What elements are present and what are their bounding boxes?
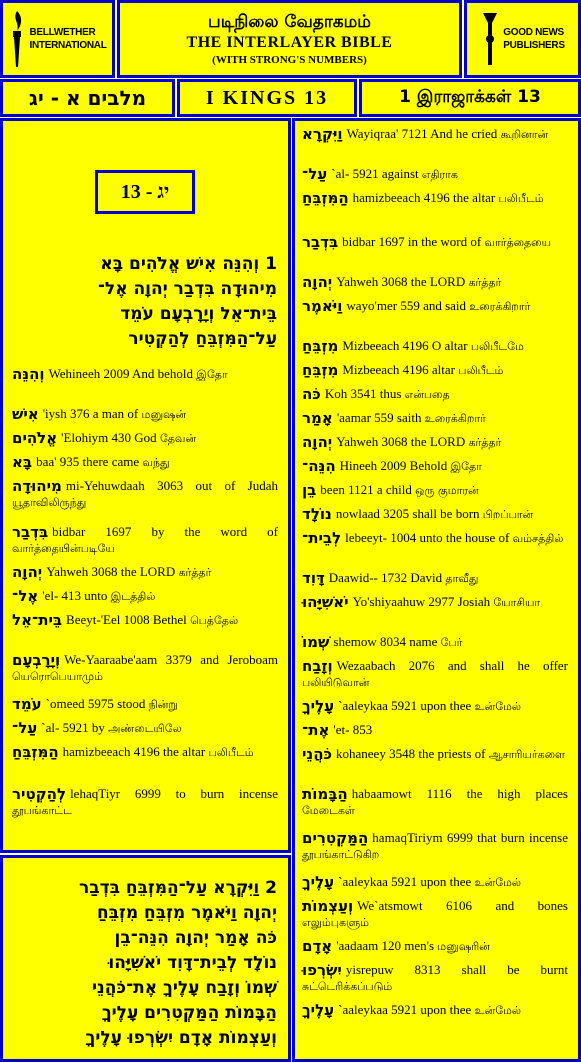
- hebrew-word: אִישׁ: [12, 405, 39, 423]
- tamil-gloss: கர்த்தர்: [468, 276, 502, 289]
- gloss-entry: [12, 652, 278, 685]
- tamil-gloss: கூறினான்: [500, 128, 549, 141]
- hebrew-word: בֵּית־אֵל: [12, 611, 63, 629]
- tamil-gloss: சுட்டெரிக்கப்படும்: [302, 980, 393, 993]
- english-gloss: shemow 8034 name: [333, 634, 441, 649]
- hebrew-word: עַל־: [302, 165, 328, 183]
- english-gloss: Mizbeeach 4196 altar: [342, 362, 459, 377]
- english-gloss: bidbar 1697 in the word of: [342, 234, 485, 249]
- gloss-entry: [302, 482, 568, 499]
- verse-line: מִיהוּדָה בִּדְבַר יְהוָה אֶל־: [97, 279, 277, 299]
- english-gloss: We`atsmowt 6106 and bones: [357, 898, 568, 913]
- tamil-gloss: உரைக்கிறார்: [424, 412, 486, 425]
- hebrew-word: יְהוָה: [12, 563, 43, 581]
- english-gloss: mi-Yehuwdaah 3063 out of Judah: [65, 478, 278, 493]
- verse-line: שְׁמוֹ וְזָבַח עָלֶיךָ אֶת־כֹּהֲנֵי: [92, 978, 277, 998]
- english-gloss: Yahweh 3068 the LORD: [336, 274, 469, 289]
- gloss-entry: [302, 594, 568, 611]
- hebrew-word: לְבֵית־: [302, 529, 342, 547]
- english-gloss: Wehineeh 2009 And behold: [48, 366, 197, 381]
- english-gloss: Hineeh 2009 Behold: [339, 458, 451, 473]
- tamil-gloss: உரைக்கிறார்: [469, 300, 531, 313]
- english-gloss: hamaqTiriym 6999 that burn incense: [372, 830, 568, 845]
- gloss-entry: [302, 126, 568, 143]
- verse-line: 2 וַיִּקְרָא עַל־הַמִּזְבֵּחַ בִּדְבַר: [78, 878, 277, 898]
- tamil-gloss: தூபங்காட்ட: [12, 804, 72, 817]
- english-gloss: Yahweh 3068 the LORD: [336, 434, 469, 449]
- english-gloss: yisrepuw 8313 shall be burnt: [345, 962, 568, 977]
- title-english: THE INTERLAYER BIBLE: [186, 34, 393, 51]
- hebrew-word: הַמִּזְבֵּחַ: [302, 189, 349, 207]
- english-gloss: hamizbeeach 4196 the altar: [62, 744, 209, 759]
- tamil-gloss: அண்டையிலே: [108, 722, 182, 735]
- english-gloss: Daawid-- 1732 David: [328, 570, 446, 585]
- gloss-entry: [302, 634, 568, 651]
- english-gloss: Yahweh 3068 the LORD: [46, 564, 179, 579]
- bar-hebrew: מלבים א - יג: [0, 79, 175, 117]
- tamil-gloss: இதோ: [450, 460, 482, 473]
- tamil-gloss: பிறப்பான்: [482, 508, 534, 521]
- chapter-label: יג - 13: [95, 170, 195, 214]
- english-gloss: hamizbeeach 4196 the altar: [352, 190, 499, 205]
- gloss-entry: [12, 720, 278, 737]
- english-gloss: Wezaabach 2076 and shall he offer: [336, 658, 568, 673]
- tamil-gloss: பேர்: [440, 636, 463, 649]
- tamil-gloss: வார்த்தையை: [484, 236, 552, 249]
- gloss-entry: [12, 406, 278, 423]
- gloss-entry: [302, 434, 568, 451]
- english-gloss: `aaleykaa 5921 upon thee: [338, 698, 475, 713]
- gloss-entry: [302, 506, 568, 523]
- hebrew-word: כֹּהֲנֵי: [302, 745, 333, 763]
- tamil-gloss: யூதாவிலிருந்து: [12, 496, 87, 509]
- english-gloss: We-Yaaraabe'aam 3379 and Jeroboam: [64, 652, 278, 667]
- tamil-gloss: தூபங்காட்டுகிற: [302, 848, 380, 861]
- torch-icon: [8, 9, 26, 69]
- english-gloss: Yo'shiyaahuw 2977 Josiah: [352, 594, 494, 609]
- english-gloss: been 1121 a child: [320, 482, 416, 497]
- tamil-gloss: ஒரு குமாரன்: [415, 484, 479, 497]
- english-gloss: 'aadaam 120 men's: [336, 938, 438, 953]
- gloss-entry: [302, 786, 568, 819]
- gloss-entry: [12, 430, 278, 447]
- logo-right-line2: PUBLISHERS: [503, 40, 565, 51]
- english-gloss: kohaneey 3548 the priests of: [336, 746, 489, 761]
- gloss-entry: [302, 962, 568, 995]
- title-subtitle: (WITH STRONG'S NUMBERS): [212, 54, 367, 66]
- tamil-gloss: யோசியா: [493, 596, 541, 609]
- hebrew-word: עַל־: [12, 719, 38, 737]
- hebrew-word: לְהַקְטִיר: [12, 785, 67, 803]
- tamil-gloss: மனுஷரின்: [437, 940, 490, 953]
- tamil-gloss: யெரொபெயாமும்: [12, 670, 103, 683]
- bellwether-logo: [0, 0, 115, 78]
- tamil-gloss: பெத்தேல்: [190, 614, 239, 627]
- tamil-gloss: எலும்புகளும்: [302, 916, 370, 929]
- hebrew-word: בֵן: [302, 481, 317, 499]
- hebrew-word: אֶת־: [302, 721, 330, 739]
- tamil-gloss: உன்மேல்: [474, 876, 522, 889]
- tamil-gloss: கர்த்தர்: [178, 566, 212, 579]
- verse-line: יְהוָה וַיֹּאמֶר מִזְבֵּחַ מִזְבֵּחַ: [96, 903, 277, 923]
- tamil-gloss: வார்த்தையின்படியே: [12, 542, 115, 555]
- gloss-entry: [302, 722, 568, 739]
- verse-line: כֹּה אָמַר יְהוָה הִנֵּה־בֵן: [114, 928, 277, 948]
- verse-line: 1 וְהִנֵּה אִישׁ אֱלֹהִים בָּא: [100, 254, 277, 274]
- gloss-entry: [12, 588, 278, 605]
- hebrew-word: בִּדְבַר: [302, 233, 339, 251]
- hebrew-word: וְעַצְמוֹת: [302, 897, 354, 915]
- hebrew-word: עָלֶיךָ: [302, 873, 335, 891]
- english-gloss: bidbar 1697 by the word of: [52, 524, 278, 539]
- hebrew-word: יֹאשִׁיָּהוּ: [302, 593, 349, 611]
- tamil-gloss: பலிபீடமே: [470, 340, 524, 353]
- gloss-entry: [12, 366, 278, 383]
- verse-line: וְעַצְמוֹת אָדָם יִשְׂרְפוּ עָלֶיךָ: [85, 1028, 277, 1048]
- hebrew-word: יִשְׂרְפוּ: [302, 961, 342, 979]
- tamil-gloss: வந்து: [142, 456, 170, 469]
- gloss-entry: [302, 190, 568, 207]
- gloss-entry: [302, 274, 568, 291]
- logo-left-line2: INTERNATIONAL: [29, 40, 107, 51]
- tamil-gloss: எதிராக: [421, 168, 458, 181]
- english-gloss: Koh 3541 thus: [324, 386, 405, 401]
- gloss-entry: [302, 898, 568, 931]
- tamil-gloss: பலிபீடம்: [208, 746, 254, 759]
- gloss-entry: [302, 234, 568, 251]
- hebrew-word: נוֹלָד: [302, 505, 332, 523]
- hebrew-word: שְׁמוֹ: [302, 633, 330, 651]
- hebrew-word: עֹמֵד: [12, 695, 42, 713]
- hebrew-word: מִזְבֵּחַ: [302, 361, 339, 379]
- hebrew-word: וְהִנֵּה: [12, 365, 45, 383]
- gloss-entry: [302, 410, 568, 427]
- tamil-gloss: கர்த்தர்: [468, 436, 502, 449]
- gloss-entry: [302, 746, 568, 763]
- gloss-entry: [302, 874, 568, 891]
- gloss-entry: [12, 454, 278, 471]
- hebrew-word: אֶל־: [12, 587, 39, 605]
- english-gloss: wayo'mer 559 and said: [346, 298, 470, 313]
- gloss-entry: [12, 478, 278, 511]
- english-gloss: `omeed 5975 stood: [45, 696, 149, 711]
- tamil-gloss: மேடைகள்: [302, 804, 355, 817]
- hebrew-word: הַמַּקְטִרִים: [302, 829, 369, 847]
- gloss-entry: [302, 698, 568, 715]
- tamil-gloss: மனுஷன்: [141, 408, 187, 421]
- gloss-entry: [12, 524, 278, 557]
- gloss-entry: [302, 530, 568, 547]
- hebrew-word: אֱלֹהִים: [12, 429, 58, 447]
- gloss-entry: [302, 830, 568, 863]
- english-gloss: `al- 5921 against: [331, 166, 422, 181]
- gloss-entry: [302, 570, 568, 587]
- hebrew-word: אָדָם: [302, 937, 333, 955]
- verse-line: הַבָּמוֹת הַמַּקְטִרִים עָלֶיךָ: [101, 1003, 277, 1023]
- english-gloss: lehaqTiyr 6999 to burn incense: [70, 786, 278, 801]
- tamil-gloss: இடத்தில்: [110, 590, 156, 603]
- gloss-entry: [12, 564, 278, 581]
- hebrew-word: מִיהוּדָה: [12, 477, 62, 495]
- hebrew-word: וְיָרָבְעָם: [12, 651, 61, 669]
- tamil-gloss: தாவீது: [445, 572, 479, 585]
- hebrew-word: אָמַר: [302, 409, 333, 427]
- trumpet-icon: [480, 9, 500, 69]
- gloss-entry: [12, 696, 278, 713]
- logo-left-line1: BELLWETHER: [29, 27, 96, 38]
- hebrew-word: בָּא: [12, 453, 33, 471]
- gloss-entry: [302, 458, 568, 475]
- tamil-gloss: உன்மேல்: [474, 1004, 522, 1017]
- gloss-entry: [302, 362, 568, 379]
- hebrew-word: מִזְבֵּחַ: [302, 337, 339, 355]
- tamil-gloss: உன்மேல்: [474, 700, 522, 713]
- logo-right-line1: GOOD NEWS: [503, 27, 564, 38]
- english-gloss: `aaleykaa 5921 upon thee: [338, 874, 475, 889]
- english-gloss: nowlaad 3205 shall be born: [335, 506, 483, 521]
- hebrew-word: דָּוִד: [302, 569, 325, 587]
- gloss-entry: [302, 658, 568, 691]
- english-gloss: `aaleykaa 5921 upon thee: [338, 1002, 475, 1017]
- tamil-gloss: ஆசாரியர்களை: [488, 748, 565, 761]
- english-gloss: Beeyt-'Eel 1008 Bethel: [66, 612, 191, 627]
- verse-line: עַל־הַמִּזְבֵּחַ לְהַקְטִיר: [128, 329, 277, 349]
- hebrew-word: יְהוָה: [302, 273, 333, 291]
- english-gloss: 'el- 413 unto: [42, 588, 111, 603]
- tamil-gloss: தேவன்: [159, 432, 197, 445]
- gloss-entry: [302, 1002, 568, 1019]
- gloss-entry: [302, 386, 568, 403]
- gloss-entry: [302, 338, 568, 355]
- hebrew-word: הַבָּמוֹת: [302, 785, 348, 803]
- page-title: [117, 0, 462, 78]
- gloss-entry: [302, 298, 568, 315]
- tamil-gloss: பலிபீடம்: [458, 364, 504, 377]
- gloss-entry: [12, 744, 278, 761]
- hebrew-word: וַיֹּאמֶר: [302, 297, 343, 315]
- tamil-gloss: நின்று: [148, 698, 178, 711]
- english-gloss: 'et- 853: [333, 722, 373, 737]
- bar-english: I KINGS 13: [177, 79, 357, 117]
- english-gloss: 'iysh 376 a man of: [42, 406, 142, 421]
- verse-line: נוֹלָד לְבֵית־דָּוִד יֹאשִׁיָּהוּ: [108, 953, 277, 973]
- gloss-entry: [12, 612, 278, 629]
- gloss-entry: [302, 938, 568, 955]
- bar-tamil: 1 இராஜாக்கள் 13: [359, 79, 581, 117]
- english-gloss: 'aamar 559 saith: [336, 410, 425, 425]
- hebrew-word: הִנֵּה־: [302, 457, 336, 475]
- hebrew-word: וְזָבַח: [302, 657, 333, 675]
- hebrew-word: עָלֶיךָ: [302, 697, 335, 715]
- english-gloss: lebeeyt- 1004 unto the house of: [345, 530, 513, 545]
- good-news-logo: [464, 0, 581, 78]
- tamil-gloss: இதோ: [196, 368, 228, 381]
- english-gloss: 'Elohiym 430 God: [61, 430, 160, 445]
- tamil-gloss: பலியிடுவான்: [302, 676, 370, 689]
- hebrew-word: בִּדְבַר: [12, 523, 49, 541]
- english-gloss: `al- 5921 by: [41, 720, 109, 735]
- tamil-gloss: பலிபீடம்: [498, 192, 544, 205]
- hebrew-word: הַמִּזְבֵּחַ: [12, 743, 59, 761]
- english-gloss: habaamowt 1116 the high places: [351, 786, 568, 801]
- hebrew-word: וַיִּקְרָא: [302, 125, 343, 143]
- english-gloss: Wayiqraa' 7121 And he cried: [346, 126, 501, 141]
- gloss-entry: [12, 786, 278, 819]
- title-tamil: படிநிலை வேதாகமம்: [208, 12, 371, 32]
- tamil-gloss: வம்சத்தில்: [512, 532, 564, 545]
- hebrew-word: יְהוָה: [302, 433, 333, 451]
- english-gloss: Mizbeeach 4196 O altar: [342, 338, 471, 353]
- verse-line: בֵּית־אֵל וְיָרָבְעָם עֹמֵד: [120, 304, 277, 324]
- gloss-entry: [302, 166, 568, 183]
- tamil-gloss: என்பதை: [404, 388, 450, 401]
- english-gloss: baa' 935 there came: [36, 454, 143, 469]
- hebrew-word: עָלֶיךָ: [302, 1001, 335, 1019]
- hebrew-word: כֹּה: [302, 385, 321, 403]
